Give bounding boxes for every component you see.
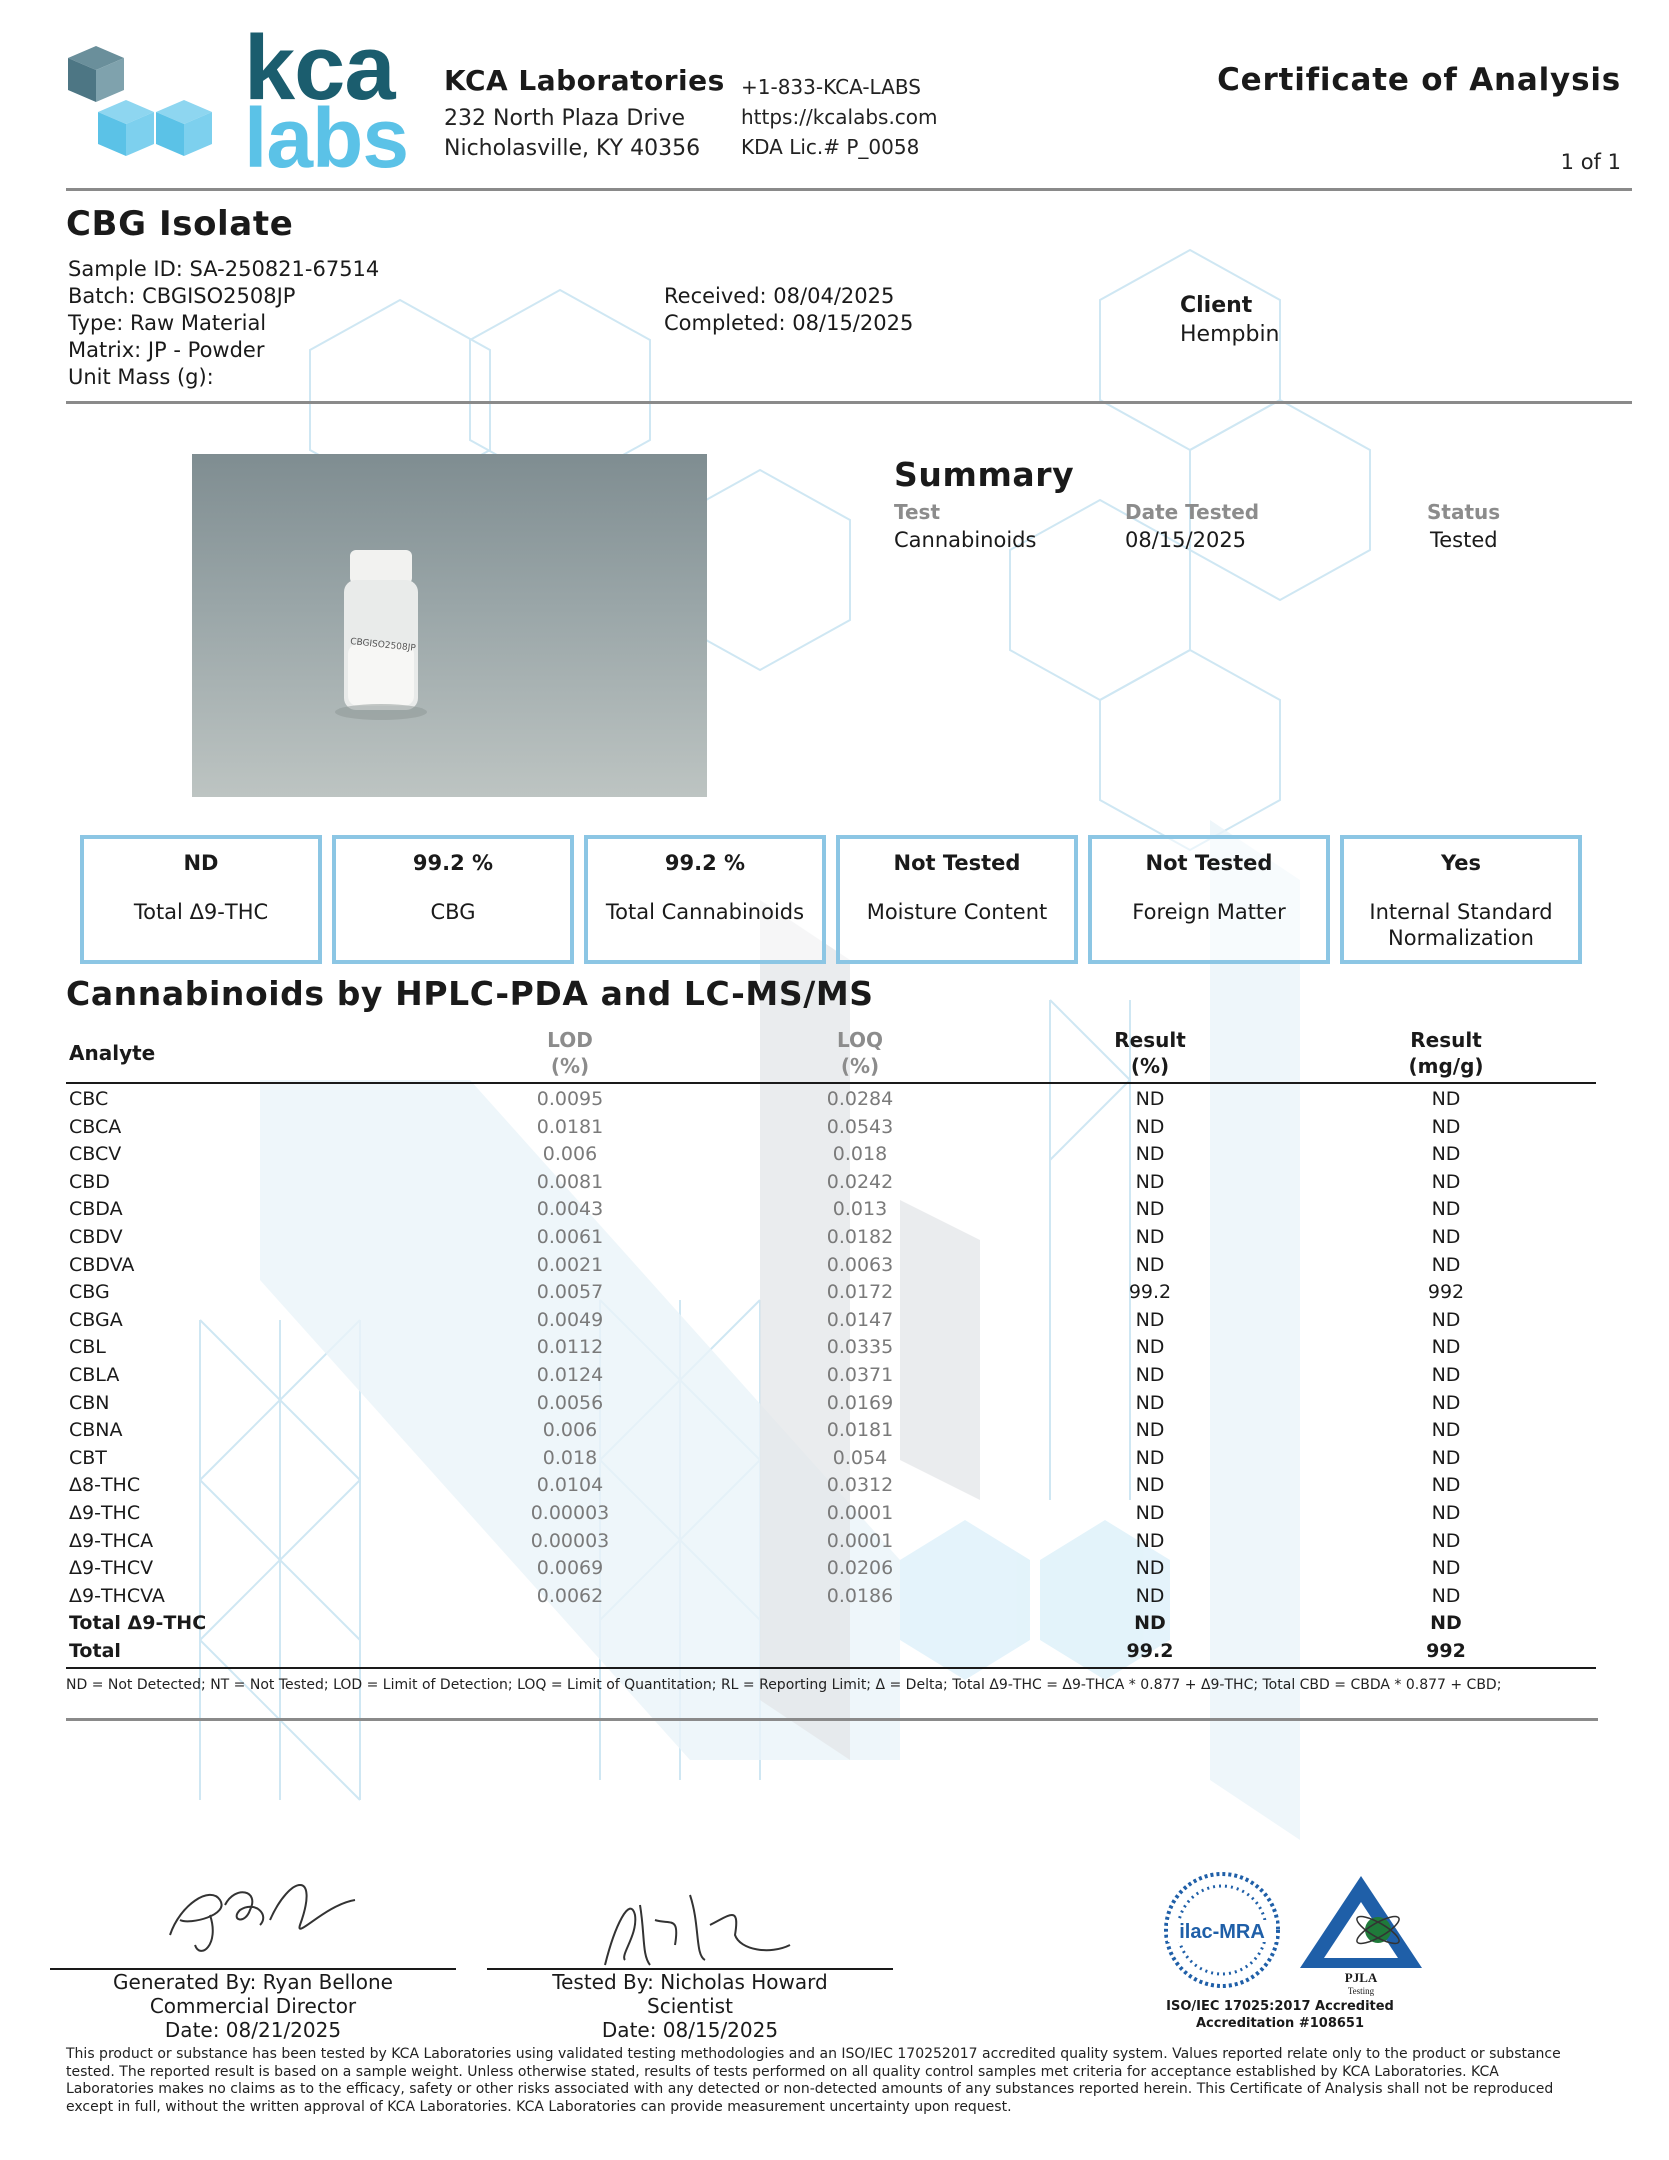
result-box-label: Foreign Matter [1132,900,1286,924]
lab-website[interactable]: https://kcalabs.com [741,105,938,129]
ilac-label: ilac-MRA [1179,1921,1265,1943]
table-row [0,1252,1669,1280]
result-pct-cell: ND [1135,1363,1165,1386]
column-header-loq-label: LOQ [836,1028,884,1052]
lod-cell: 0.0049 [536,1308,604,1331]
generated-title: Commercial Director [149,1994,357,2018]
lod-cell: 0.0056 [536,1391,604,1414]
loq-cell: 0.0172 [826,1281,894,1304]
column-header-lod-unit: (%) [550,1054,590,1078]
summary-date: 08/15/2025 [1125,528,1247,552]
loq-cell: 0.0182 [826,1225,894,1248]
lab-address [444,104,700,164]
result-mg-cell: ND [1431,1088,1461,1110]
result-pct-cell: 99.2 [1128,1281,1172,1304]
cannabinoids-title: Cannabinoids by HPLC-PDA and LC-MS/MS [66,974,874,1013]
analyte-cell: CBC [69,1088,109,1110]
result-box-label: Total Cannabinoids [605,900,805,924]
table-row [0,1334,1669,1362]
result-mg-cell: ND [1431,1336,1461,1359]
table-row [0,1362,1669,1390]
result-mg-cell: ND [1431,1225,1461,1248]
result-pct-cell: ND [1135,1253,1165,1276]
result-mg-cell: ND [1430,1612,1462,1635]
received-date: Received: 08/04/2025 [664,284,895,308]
table-row [0,1196,1669,1224]
result-mg-cell: ND [1431,1170,1461,1193]
loq-cell: 0.0181 [826,1419,894,1442]
loq-cell: 0.0063 [826,1253,894,1276]
tested-date: Date: 08/15/2025 [601,2018,779,2042]
column-header-lod-label: LOD [547,1028,593,1052]
result-mg-cell: ND [1431,1446,1461,1469]
analyte-cell: CBT [69,1446,107,1469]
analyte-cell: CBL [69,1336,106,1359]
client-value: Hempbin [1180,322,1280,347]
column-header-result-mg-unit: (mg/g) [1408,1054,1484,1078]
result-box-internal-standard [1340,835,1582,964]
analyte-cell: Δ8-THC [69,1474,141,1497]
summary-header-status: Status [1427,500,1501,524]
sample-unit-mass: Unit Mass (g): [68,365,214,389]
analyte-cell: CBG [69,1281,110,1304]
result-mg-cell: ND [1431,1474,1461,1497]
kca-logo-icon [44,38,224,178]
analyte-cell: CBCV [69,1143,122,1166]
result-pct-cell: ND [1135,1143,1165,1166]
loq-cell: 0.0169 [826,1391,894,1414]
analyte-cell: CBDVA [69,1253,135,1276]
signature-generated [50,1970,456,2042]
sample-matrix: Matrix: JP - Powder [68,338,265,362]
signature-ryan-bellone [150,1865,370,1965]
result-box-total-cannabinoids [584,835,826,964]
sample-jar-image [192,454,707,797]
table-row [0,1114,1669,1142]
header-divider [66,188,1632,191]
table-row [0,1528,1669,1556]
result-mg-cell: 992 [1427,1281,1465,1304]
table-row [0,1445,1669,1473]
analyte-cell: Δ9-THCVA [69,1584,165,1607]
table-footnote: ND = Not Detected; NT = Not Tested; LOD = Limit of Detection; LOQ = Limit of Quantitation; RL = Reporting Limit; Δ = Delta; Total Δ9-THC = Δ9-THCA * 0.877 + Δ9-THC; Total CBD = CBDA * 0.877 + CBD; [66,1677,1502,1693]
column-header-lod [490,1027,650,1079]
loq-cell: 0.0284 [826,1088,894,1110]
jar-label: CBGISO2508JP [349,637,417,654]
result-box-value: Not Tested [1145,851,1273,875]
result-pct-cell: ND [1135,1308,1165,1331]
result-mg-cell: ND [1431,1198,1461,1221]
analyte-cell: CBD [69,1170,110,1193]
table-row [0,1141,1669,1169]
lod-cell: 0.0104 [536,1474,604,1497]
table-row [0,1086,1669,1114]
result-box-label: Internal Standard Normalization [1369,900,1553,950]
generated-date: Date: 08/21/2025 [164,2018,342,2042]
result-box-value: Yes [1440,851,1482,875]
lab-contact [741,72,938,162]
column-header-result-pct-unit: (%) [1130,1054,1170,1078]
result-pct-cell: ND [1135,1198,1165,1221]
tested-title: Scientist [647,1994,733,2018]
pjla-sub-label: Testing [1347,1986,1375,1996]
result-pct-cell: ND [1135,1419,1165,1442]
disclaimer: This product or substance has been tested by KCA Laboratories using validated testing methodologies and an ISO/IEC 170252017 accredited quality system. Values reported relate only to the product or substance tested. The reported result is based on a sample weight. Unless otherwise stated, results of tests performed on all quality control samples met criteria for acceptance established by KCA Laboratories. KCA Laboratories makes no claims as to the efficacy, safety or other risks associated with any detected or non-detected amounts of any substances reported herein. This Certificate of Analysis shall not be reproduced except in full, without the written approval of KCA Laboratories. KCA Laboratories can provide measurement uncertainty upon request. [66,2046,1561,2115]
column-header-result-pct-label: Result [1114,1028,1186,1052]
table-row [0,1169,1669,1197]
result-box-total-thc [80,835,322,964]
summary-status: Tested [1430,528,1498,552]
table-row [0,1472,1669,1500]
lod-cell: 0.0081 [536,1170,604,1193]
result-pct-cell: ND [1135,1225,1165,1248]
logo-text-labs: labs [244,91,409,185]
lab-license: KDA Lic.# P_0058 [741,135,920,159]
analyte-cell: Total [69,1639,121,1662]
table-header-rule [66,1082,1596,1084]
result-pct-cell: ND [1135,1584,1165,1607]
analyte-cell: CBGA [69,1308,123,1331]
result-mg-cell: ND [1431,1557,1461,1580]
sample-info [68,256,379,391]
sample-batch: Batch: CBGISO2508JP [68,284,296,308]
analyte-cell: CBNA [69,1419,123,1442]
column-header-result-pct [1070,1027,1230,1079]
column-header-loq [780,1027,940,1079]
lod-cell: 0.0062 [536,1584,604,1607]
result-mg-cell: ND [1431,1115,1461,1138]
lab-name: KCA Laboratories [444,64,725,97]
column-header-loq-unit: (%) [840,1054,880,1078]
lod-cell: 0.0043 [536,1198,604,1221]
lod-cell: 0.0095 [536,1088,604,1110]
generated-by: Generated By: Ryan Bellone [113,1970,393,1994]
loq-cell: 0.013 [832,1198,888,1221]
loq-cell: 0.018 [832,1143,888,1166]
result-mg-cell: ND [1431,1253,1461,1276]
lab-address-line2: Nicholasville, KY 40356 [444,136,701,161]
summary-title: Summary [894,455,1075,494]
summary-test: Cannabinoids [894,528,1037,552]
result-mg-cell: ND [1431,1391,1461,1414]
loq-cell: 0.054 [832,1446,888,1469]
result-pct-cell: ND [1135,1529,1165,1552]
table-row [0,1583,1669,1611]
client-label: Client [1180,293,1253,318]
loq-cell: 0.0147 [826,1308,894,1331]
result-pct-cell: ND [1135,1474,1165,1497]
completed-date: Completed: 08/15/2025 [664,311,914,335]
analyte-cell: Δ9-THCA [69,1529,154,1552]
accreditation-line2: Accreditation #108651 [1196,2016,1364,2031]
summary-header-date: Date Tested [1125,500,1260,524]
sample-type: Type: Raw Material [68,311,267,335]
loq-cell: 0.0371 [826,1363,894,1386]
lod-cell: 0.006 [542,1143,598,1166]
table-row [0,1224,1669,1252]
result-box-label: CBG [430,900,476,924]
result-box-label: Moisture Content [866,900,1048,924]
result-mg-cell: ND [1431,1308,1461,1331]
lod-cell: 0.0069 [536,1557,604,1580]
result-mg-cell: ND [1431,1584,1461,1607]
table-bottom-rule [66,1667,1596,1669]
pjla-logo-icon [1296,1872,1426,1997]
lod-cell: 0.0021 [536,1253,604,1276]
lod-cell: 0.006 [542,1419,598,1442]
table-row [0,1555,1669,1583]
loq-cell: 0.0001 [826,1501,894,1524]
table-row [0,1417,1669,1445]
result-pct-cell: ND [1135,1115,1165,1138]
analyte-cell: CBDA [69,1198,123,1221]
footnote-divider [66,1718,1598,1721]
result-mg-cell: ND [1431,1529,1461,1552]
lod-cell: 0.0124 [536,1363,604,1386]
result-pct-cell: ND [1135,1557,1165,1580]
analyte-cell: CBLA [69,1363,120,1386]
result-pct-cell: 99.2 [1126,1639,1174,1662]
result-box-foreign-matter [1088,835,1330,964]
analyte-cell: CBDV [69,1225,123,1248]
loq-cell: 0.0206 [826,1557,894,1580]
result-pct-cell: ND [1134,1612,1166,1635]
signature-nicholas-howard [590,1885,810,1975]
product-name: CBG Isolate [66,204,294,244]
result-mg-cell: ND [1431,1363,1461,1386]
lod-cell: 0.00003 [530,1529,610,1552]
loq-cell: 0.0312 [826,1474,894,1497]
table-row [0,1279,1669,1307]
ilac-mra-logo-icon [1162,1870,1282,1990]
sample-divider [66,401,1632,404]
lod-cell: 0.018 [542,1446,598,1469]
pjla-label: PJLA [1344,1970,1378,1985]
loq-cell: 0.0335 [826,1336,894,1359]
loq-cell: 0.0186 [826,1584,894,1607]
signature-tested [487,1970,893,2042]
result-box-moisture [836,835,1078,964]
result-box-value: 99.2 % [412,851,494,875]
sample-id: Sample ID: SA-250821-67514 [68,257,380,281]
summary-header-test: Test [894,500,941,524]
analyte-cell: CBCA [69,1115,122,1138]
result-mg-cell: 992 [1426,1639,1466,1662]
result-pct-cell: ND [1135,1088,1165,1110]
loq-cell: 0.0543 [826,1115,894,1138]
result-mg-cell: ND [1431,1419,1461,1442]
result-box-cbg [332,835,574,964]
table-row [0,1500,1669,1528]
lab-address-line1: 232 North Plaza Drive [444,106,686,131]
lab-phone: +1-833-KCA-LABS [741,75,921,99]
analyte-cell: Δ9-THC [69,1501,141,1524]
result-pct-cell: ND [1135,1446,1165,1469]
table-row [0,1307,1669,1335]
table-row [0,1610,1669,1638]
table-row [0,1638,1669,1666]
lod-cell: 0.00003 [530,1501,610,1524]
lod-cell: 0.0181 [536,1115,604,1138]
result-pct-cell: ND [1135,1391,1165,1414]
analyte-cell: CBN [69,1391,110,1414]
accreditation-text [1160,1998,1400,2032]
result-box-label: Total Δ9-THC [133,900,269,924]
result-box-value: 99.2 % [664,851,746,875]
column-header-analyte: Analyte [69,1041,156,1065]
loq-cell: 0.0001 [826,1529,894,1552]
lod-cell: 0.0057 [536,1281,604,1304]
result-mg-cell: ND [1431,1143,1461,1166]
page-number: 1 of 1 [1560,150,1621,174]
sample-dates [664,283,913,337]
logo-text-kca: kca [244,17,395,119]
lod-cell: 0.0061 [536,1225,604,1248]
column-header-result-mg [1366,1027,1526,1079]
lod-cell: 0.0112 [536,1336,604,1359]
table-row [0,1390,1669,1418]
analyte-cell: Total Δ9-THC [69,1612,207,1635]
result-box-value: ND [183,851,219,875]
sample-photo [192,454,707,797]
cannabinoids-table [0,1086,1669,1665]
result-box-value: Not Tested [893,851,1021,875]
analyte-cell: Δ9-THCV [69,1557,154,1580]
result-pct-cell: ND [1135,1170,1165,1193]
result-mg-cell: ND [1431,1501,1461,1524]
tested-by: Tested By: Nicholas Howard [552,1970,828,1994]
result-pct-cell: ND [1135,1336,1165,1359]
result-pct-cell: ND [1135,1501,1165,1524]
column-header-result-mg-label: Result [1410,1028,1482,1052]
loq-cell: 0.0242 [826,1170,894,1193]
accreditation-line1: ISO/IEC 17025:2017 Accredited [1166,1999,1394,2014]
document-title: Certificate of Analysis [1217,62,1621,98]
